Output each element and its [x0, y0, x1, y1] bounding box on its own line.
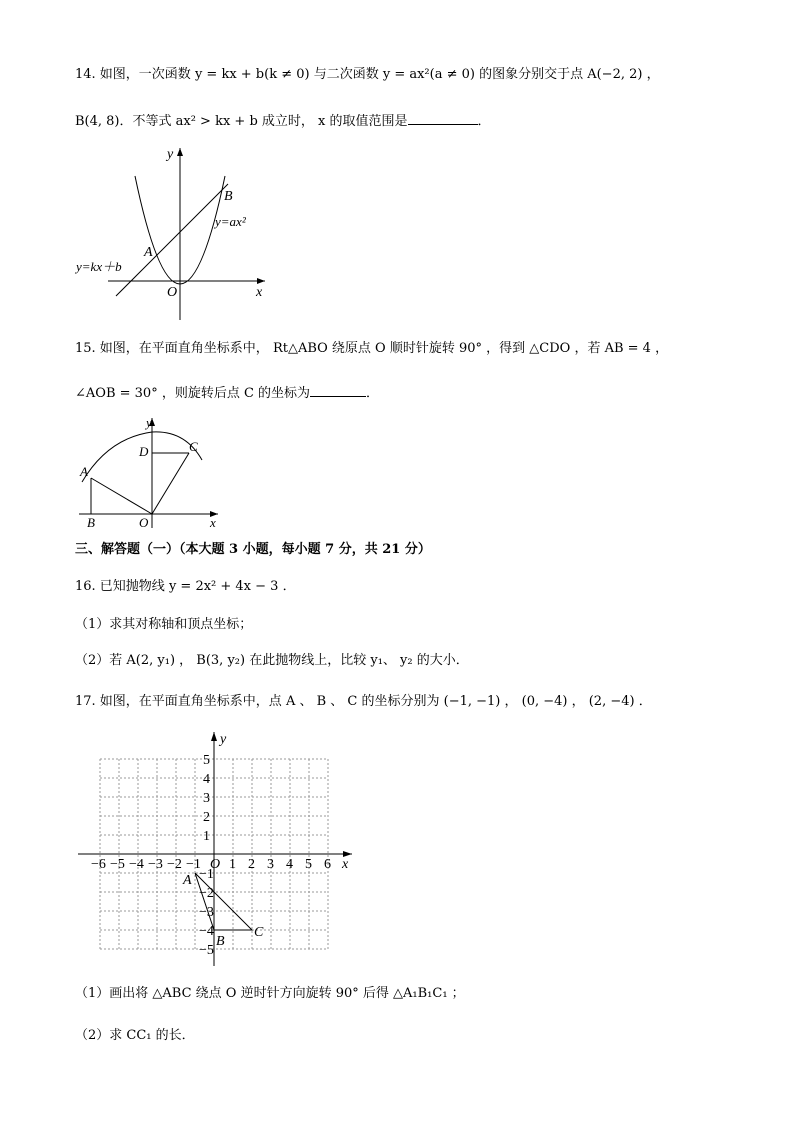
q15-answer-blank[interactable] — [310, 382, 366, 397]
x-tick-label: −3 — [148, 857, 163, 872]
q17-point-a-label: A — [183, 873, 192, 888]
q14-figure — [70, 140, 280, 325]
x-tick-label: −5 — [110, 857, 125, 872]
x-tick-label: O — [210, 857, 221, 872]
y-tick-label: −1 — [199, 867, 214, 882]
q14-y-label: y — [167, 147, 174, 162]
y-tick-label: −4 — [199, 924, 214, 939]
x-tick-label: −4 — [129, 857, 144, 872]
q15-line2-end: ． — [366, 386, 380, 401]
q15-point-d-label: D — [139, 444, 149, 459]
q16-part2: （2）若 A(2, y₁) ， B(3, y₂) 在此抛物线上，比较 y₁、 y₂ 的大小． — [75, 653, 469, 668]
q15-x-label: x — [210, 515, 216, 530]
q15-y-label: y — [146, 415, 152, 430]
q15-point-c-label: C — [189, 439, 198, 454]
q17-point-c-label: C — [254, 925, 264, 940]
q17-y-ticks — [199, 753, 214, 958]
q17-part2: （2）求 CC₁ 的长． — [75, 1028, 195, 1043]
q15-origin-label: O — [139, 515, 149, 530]
x-tick-label: 1 — [229, 857, 236, 872]
x-tick-label: −1 — [186, 857, 201, 872]
q14-line2-text: B(4, 8)．不等式 ax² > kx + b 成立时， x 的取值范围是 — [75, 114, 408, 129]
q14-answer-blank[interactable] — [408, 110, 478, 125]
x-tick-label: 6 — [324, 857, 331, 872]
x-tick-label: 2 — [248, 857, 255, 872]
q16-part1: （1）求其对称轴和顶点坐标； — [75, 617, 253, 632]
x-tick-label: 3 — [267, 857, 274, 872]
q15-point-b-label: B — [87, 515, 95, 530]
q14-line1: 14. 如图，一次函数 y = kx + b(k ≠ 0) 与二次函数 y = ax²(a ≠ 0) 的图象分别交于点 A(−2, 2) ， — [75, 67, 660, 82]
y-tick-label: 4 — [203, 772, 210, 787]
q17-stem: 17. 如图，在平面直角坐标系中，点 A 、 B 、 C 的坐标分别为 (−1, −1) ， (0, −4) ， (2, −4) ． — [75, 694, 652, 709]
q14-parabola-label: y=ax² — [215, 214, 246, 229]
q15-line2 — [75, 382, 379, 403]
x-tick-label: −2 — [167, 857, 182, 872]
q14-point-b-label: B — [224, 189, 233, 204]
q17-y-label: y — [220, 732, 227, 747]
q17-grid-figure — [72, 725, 362, 970]
y-tick-label: 5 — [203, 753, 210, 768]
y-tick-label: −2 — [199, 886, 214, 901]
x-tick-label: 4 — [286, 857, 293, 872]
q14-line2-end: ． — [477, 114, 491, 129]
q16-stem: 16. 已知抛物线 y = 2x² + 4x − 3 ． — [75, 579, 296, 594]
q15-line2-text: ∠AOB = 30° ，则旋转后点 C 的坐标为 — [75, 386, 311, 401]
q17-point-b-label: B — [216, 934, 225, 949]
x-tick-label: 5 — [305, 857, 312, 872]
q14-origin-label: O — [167, 285, 178, 300]
q17-part1: （1）画出将 △ABC 绕点 O 逆时针方向旋转 90° 后得 △A₁B₁C₁ ； — [75, 986, 465, 1001]
y-tick-label: 2 — [203, 810, 210, 825]
q17-x-label: x — [342, 857, 349, 872]
x-tick-label: −6 — [91, 857, 106, 872]
y-tick-label: 1 — [203, 829, 210, 844]
y-tick-label: 3 — [203, 791, 210, 806]
q14-line2 — [75, 110, 491, 131]
q14-line-label: y=kx＋b — [76, 259, 122, 274]
y-tick-label: −5 — [199, 943, 214, 958]
q15-line1: 15. 如图，在平面直角坐标系中， Rt△ABO 绕原点 O 顺时针旋转 90° ，得到 △CDO ，若 AB = 4 ， — [75, 341, 669, 356]
q14-point-a-label: A — [144, 245, 153, 260]
q15-figure — [74, 412, 224, 532]
y-tick-label: −3 — [199, 905, 214, 920]
q14-x-label: x — [256, 285, 263, 300]
section-3-heading: 三、解答题（一）（本大题 3 小题，每小题 7 分，共 21 分） — [75, 542, 431, 557]
q15-point-a-label: A — [80, 464, 88, 479]
